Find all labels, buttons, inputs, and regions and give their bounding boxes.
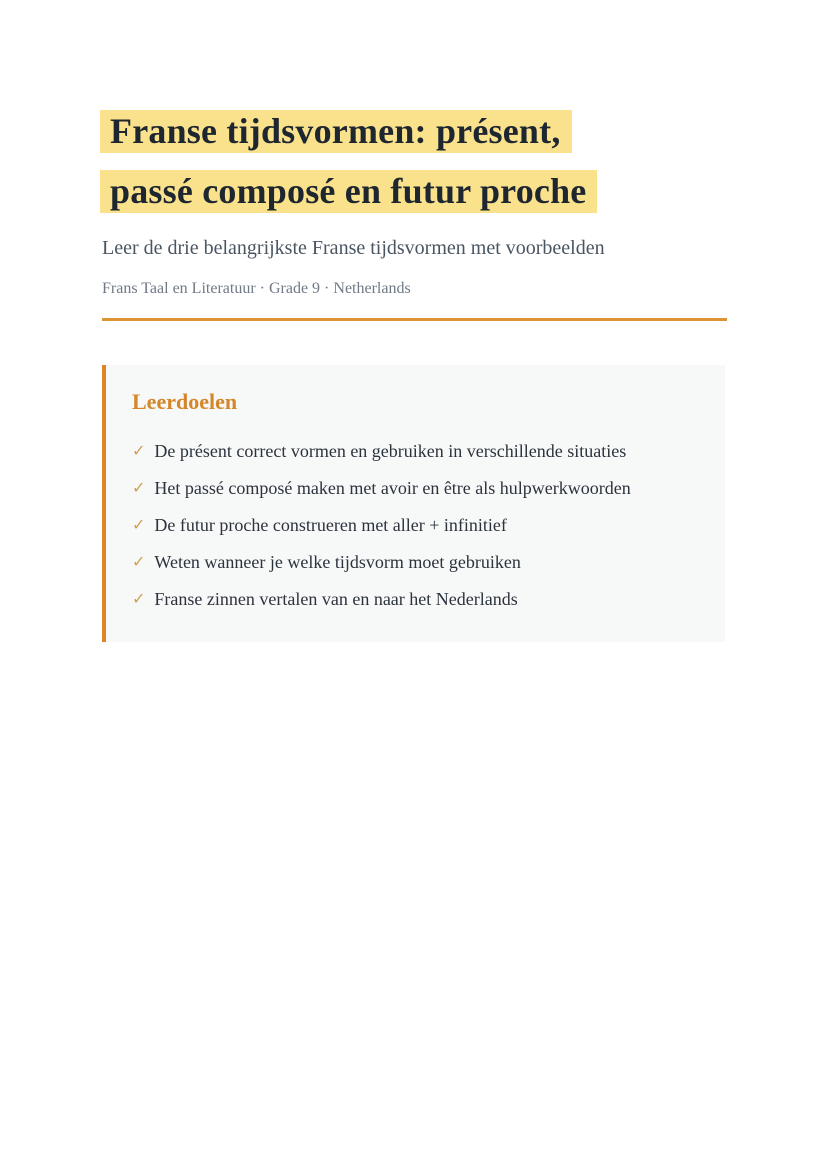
list-item — [132, 439, 697, 464]
course-meta: Frans Taal en Literatuur · Grade 9 · Netherlands — [102, 280, 411, 297]
page-title — [102, 110, 727, 213]
list-item-text: Weten wanneer je welke tijdsvorm moet gebruiken — [154, 552, 521, 572]
learning-goals-heading: Leerdoelen — [132, 389, 238, 414]
list-item — [132, 587, 697, 612]
page-subtitle: Leer de drie belangrijkste Franse tijdsvormen met voorbeelden — [102, 237, 605, 259]
learning-goals-list — [132, 439, 697, 612]
checkmark-icon: ✓ — [132, 480, 146, 497]
learning-goals-card — [102, 365, 725, 642]
list-item-text: Franse zinnen vertalen van en naar het Nederlands — [154, 589, 518, 609]
page-title-line-2: passé composé en futur proche — [100, 170, 597, 213]
page-title-line-1: Franse tijdsvormen: présent, — [100, 110, 572, 153]
list-item-text: De futur proche construeren met aller + infinitief — [154, 515, 507, 535]
checkmark-icon: ✓ — [132, 554, 146, 571]
checkmark-icon: ✓ — [132, 591, 146, 608]
lesson-header — [102, 110, 727, 321]
checkmark-icon: ✓ — [132, 443, 146, 460]
list-item-text: Het passé composé maken met avoir en être als hulpwerkwoorden — [154, 478, 631, 498]
list-item-text: De présent correct vormen en gebruiken in verschillende situaties — [154, 441, 627, 461]
list-item — [132, 550, 697, 575]
section-divider — [102, 318, 727, 321]
checkmark-icon: ✓ — [132, 517, 146, 534]
list-item — [132, 476, 697, 501]
list-item — [132, 513, 697, 538]
